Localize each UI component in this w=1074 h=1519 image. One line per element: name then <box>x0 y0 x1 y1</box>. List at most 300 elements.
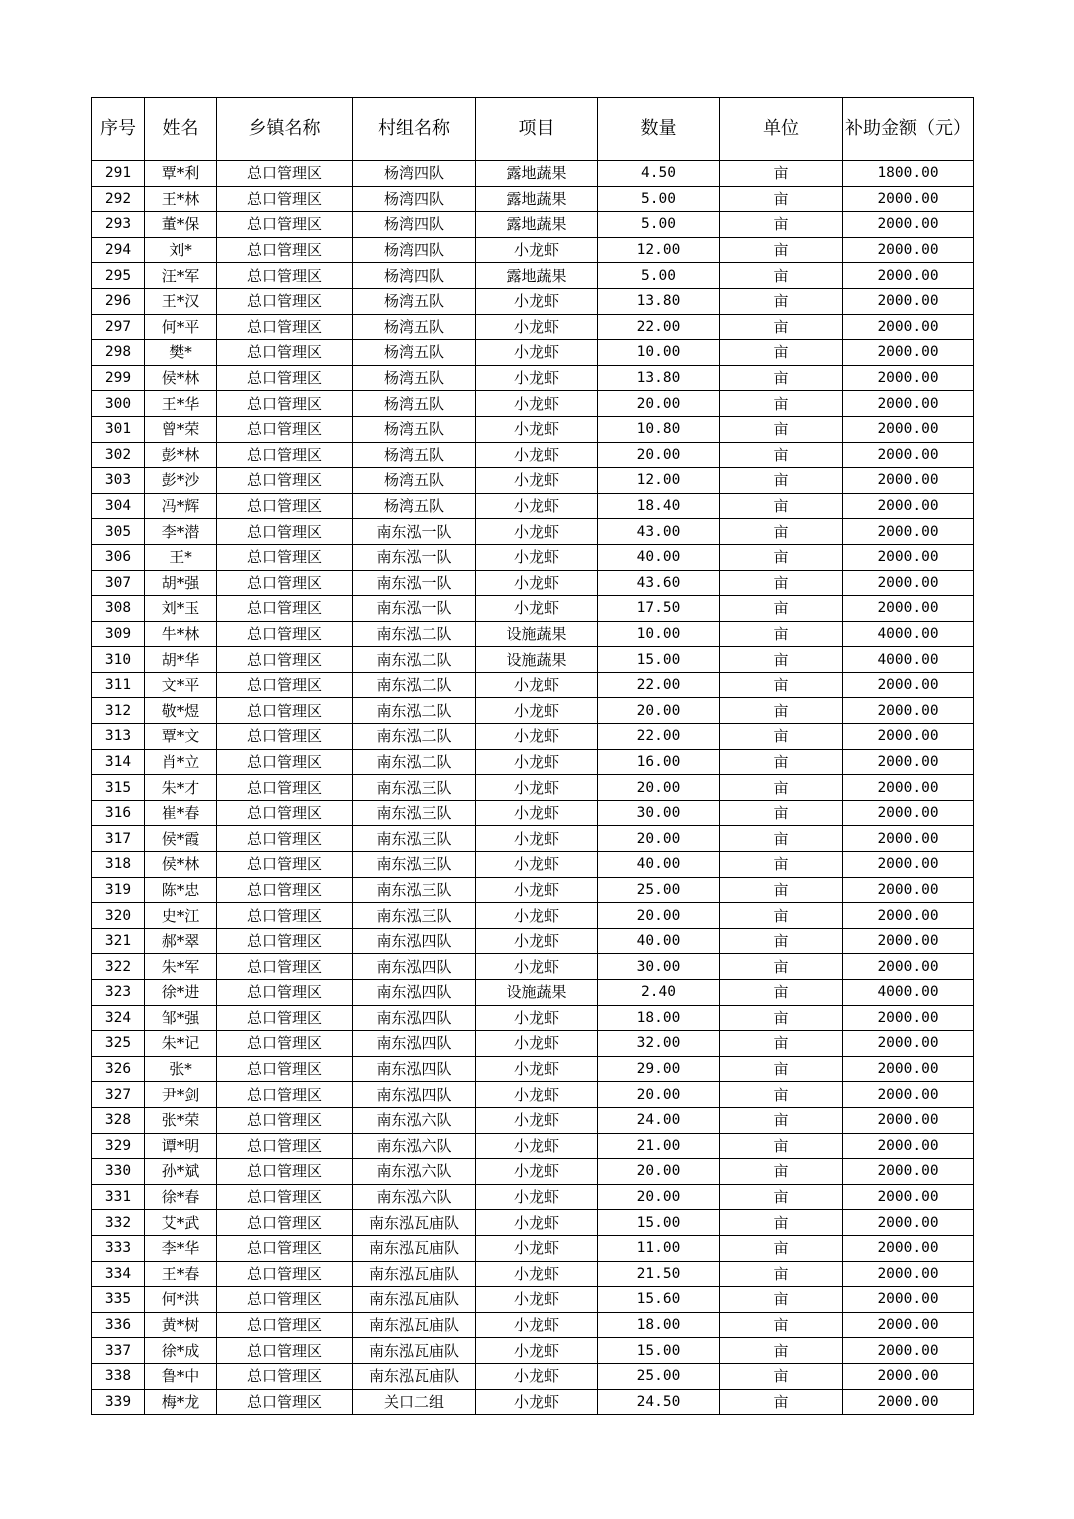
cell-project: 露地蔬果 <box>476 161 598 187</box>
table-row <box>92 800 974 826</box>
cell-subsidy-amount: 2000.00 <box>843 519 974 545</box>
cell-index: 302 <box>92 442 145 468</box>
cell-name: 朱*军 <box>145 954 217 980</box>
cell-village-group: 南东泓三队 <box>353 826 476 852</box>
cell-quantity: 15.00 <box>598 647 720 673</box>
cell-village-group: 杨湾四队 <box>353 161 476 187</box>
cell-town: 总口管理区 <box>217 1210 353 1236</box>
cell-subsidy-amount: 4000.00 <box>843 647 974 673</box>
cell-quantity: 20.00 <box>598 1159 720 1185</box>
cell-project: 小龙虾 <box>476 1107 598 1133</box>
cell-unit: 亩 <box>720 237 843 263</box>
cell-quantity: 22.00 <box>598 314 720 340</box>
table-row <box>92 903 974 929</box>
cell-quantity: 10.00 <box>598 340 720 366</box>
cell-name: 胡*华 <box>145 647 217 673</box>
cell-subsidy-amount: 2000.00 <box>843 1056 974 1082</box>
cell-project: 小龙虾 <box>476 877 598 903</box>
cell-name: 胡*强 <box>145 570 217 596</box>
cell-name: 郝*翠 <box>145 928 217 954</box>
cell-index: 339 <box>92 1389 145 1415</box>
cell-quantity: 24.50 <box>598 1389 720 1415</box>
cell-name: 孙*斌 <box>145 1159 217 1185</box>
cell-subsidy-amount: 2000.00 <box>843 468 974 494</box>
cell-subsidy-amount: 2000.00 <box>843 1363 974 1389</box>
cell-subsidy-amount: 2000.00 <box>843 237 974 263</box>
cell-name: 陈*忠 <box>145 877 217 903</box>
cell-unit: 亩 <box>720 1389 843 1415</box>
cell-unit: 亩 <box>720 493 843 519</box>
header-town: 乡镇名称 <box>217 98 353 161</box>
table-row <box>92 1363 974 1389</box>
cell-town: 总口管理区 <box>217 1261 353 1287</box>
cell-name: 尹*剑 <box>145 1082 217 1108</box>
cell-quantity: 20.00 <box>598 775 720 801</box>
cell-town: 总口管理区 <box>217 493 353 519</box>
table-row <box>92 1261 974 1287</box>
table-row <box>92 698 974 724</box>
cell-name: 王*春 <box>145 1261 217 1287</box>
cell-index: 306 <box>92 544 145 570</box>
cell-project: 小龙虾 <box>476 775 598 801</box>
cell-subsidy-amount: 2000.00 <box>843 314 974 340</box>
cell-project: 小龙虾 <box>476 672 598 698</box>
cell-name: 艾*武 <box>145 1210 217 1236</box>
cell-unit: 亩 <box>720 980 843 1006</box>
cell-quantity: 2.40 <box>598 980 720 1006</box>
cell-quantity: 43.60 <box>598 570 720 596</box>
cell-subsidy-amount: 2000.00 <box>843 954 974 980</box>
cell-project: 小龙虾 <box>476 544 598 570</box>
cell-name: 张*荣 <box>145 1107 217 1133</box>
cell-subsidy-amount: 2000.00 <box>843 1082 974 1108</box>
cell-village-group: 南东泓瓦庙队 <box>353 1287 476 1313</box>
cell-subsidy-amount: 2000.00 <box>843 493 974 519</box>
cell-village-group: 南东泓六队 <box>353 1159 476 1185</box>
cell-village-group: 南东泓瓦庙队 <box>353 1261 476 1287</box>
cell-project: 小龙虾 <box>476 928 598 954</box>
cell-index: 327 <box>92 1082 145 1108</box>
cell-name: 樊* <box>145 340 217 366</box>
table-row <box>92 391 974 417</box>
cell-index: 297 <box>92 314 145 340</box>
cell-unit: 亩 <box>720 1133 843 1159</box>
cell-quantity: 10.00 <box>598 621 720 647</box>
cell-project: 露地蔬果 <box>476 263 598 289</box>
cell-subsidy-amount: 2000.00 <box>843 365 974 391</box>
cell-quantity: 40.00 <box>598 928 720 954</box>
cell-quantity: 11.00 <box>598 1235 720 1261</box>
table-row <box>92 1056 974 1082</box>
cell-unit: 亩 <box>720 468 843 494</box>
cell-town: 总口管理区 <box>217 442 353 468</box>
cell-subsidy-amount: 2000.00 <box>843 416 974 442</box>
cell-village-group: 南东泓四队 <box>353 954 476 980</box>
cell-town: 总口管理区 <box>217 903 353 929</box>
cell-quantity: 4.50 <box>598 161 720 187</box>
cell-project: 小龙虾 <box>476 570 598 596</box>
cell-project: 设施蔬果 <box>476 621 598 647</box>
cell-village-group: 南东泓四队 <box>353 980 476 1006</box>
cell-village-group: 南东泓四队 <box>353 928 476 954</box>
cell-unit: 亩 <box>720 1235 843 1261</box>
cell-subsidy-amount: 2000.00 <box>843 570 974 596</box>
cell-village-group: 南东泓一队 <box>353 596 476 622</box>
cell-subsidy-amount: 2000.00 <box>843 1312 974 1338</box>
cell-unit: 亩 <box>720 826 843 852</box>
cell-subsidy-amount: 2000.00 <box>843 340 974 366</box>
cell-town: 总口管理区 <box>217 237 353 263</box>
cell-unit: 亩 <box>720 1005 843 1031</box>
table-row <box>92 1210 974 1236</box>
cell-index: 308 <box>92 596 145 622</box>
cell-quantity: 29.00 <box>598 1056 720 1082</box>
cell-town: 总口管理区 <box>217 288 353 314</box>
cell-name: 董*保 <box>145 212 217 238</box>
cell-village-group: 南东泓四队 <box>353 1082 476 1108</box>
cell-unit: 亩 <box>720 1287 843 1313</box>
cell-name: 王*华 <box>145 391 217 417</box>
cell-quantity: 22.00 <box>598 672 720 698</box>
cell-town: 总口管理区 <box>217 1133 353 1159</box>
cell-quantity: 25.00 <box>598 877 720 903</box>
cell-unit: 亩 <box>720 621 843 647</box>
cell-unit: 亩 <box>720 1107 843 1133</box>
cell-quantity: 25.00 <box>598 1363 720 1389</box>
cell-unit: 亩 <box>720 1338 843 1364</box>
cell-index: 301 <box>92 416 145 442</box>
cell-unit: 亩 <box>720 775 843 801</box>
table-row <box>92 237 974 263</box>
table-row <box>92 161 974 187</box>
cell-name: 覃*利 <box>145 161 217 187</box>
cell-project: 小龙虾 <box>476 698 598 724</box>
cell-name: 曾*荣 <box>145 416 217 442</box>
cell-project: 小龙虾 <box>476 1312 598 1338</box>
cell-village-group: 杨湾五队 <box>353 442 476 468</box>
cell-unit: 亩 <box>720 1159 843 1185</box>
cell-quantity: 20.00 <box>598 1184 720 1210</box>
cell-project: 小龙虾 <box>476 596 598 622</box>
cell-town: 总口管理区 <box>217 212 353 238</box>
cell-index: 331 <box>92 1184 145 1210</box>
cell-subsidy-amount: 2000.00 <box>843 596 974 622</box>
cell-subsidy-amount: 2000.00 <box>843 544 974 570</box>
cell-village-group: 杨湾四队 <box>353 237 476 263</box>
cell-name: 徐*进 <box>145 980 217 1006</box>
cell-project: 小龙虾 <box>476 468 598 494</box>
table-row <box>92 1235 974 1261</box>
cell-town: 总口管理区 <box>217 800 353 826</box>
cell-index: 309 <box>92 621 145 647</box>
cell-village-group: 南东泓四队 <box>353 1005 476 1031</box>
cell-name: 何*平 <box>145 314 217 340</box>
cell-name: 王*汉 <box>145 288 217 314</box>
table-header <box>92 98 974 161</box>
table-row <box>92 519 974 545</box>
cell-unit: 亩 <box>720 1312 843 1338</box>
cell-subsidy-amount: 2000.00 <box>843 1261 974 1287</box>
cell-village-group: 南东泓三队 <box>353 903 476 929</box>
cell-village-group: 南东泓一队 <box>353 544 476 570</box>
table-row <box>92 852 974 878</box>
cell-village-group: 杨湾五队 <box>353 493 476 519</box>
table-row <box>92 1389 974 1415</box>
cell-town: 总口管理区 <box>217 161 353 187</box>
cell-index: 328 <box>92 1107 145 1133</box>
cell-name: 彭*林 <box>145 442 217 468</box>
cell-index: 314 <box>92 749 145 775</box>
cell-unit: 亩 <box>720 1184 843 1210</box>
cell-name: 文*平 <box>145 672 217 698</box>
cell-subsidy-amount: 2000.00 <box>843 775 974 801</box>
header-project: 项目 <box>476 98 598 161</box>
cell-village-group: 关口二组 <box>353 1389 476 1415</box>
table-row <box>92 1107 974 1133</box>
cell-quantity: 18.00 <box>598 1312 720 1338</box>
cell-quantity: 5.00 <box>598 263 720 289</box>
cell-subsidy-amount: 2000.00 <box>843 800 974 826</box>
cell-subsidy-amount: 2000.00 <box>843 826 974 852</box>
table-row <box>92 1031 974 1057</box>
cell-subsidy-amount: 2000.00 <box>843 212 974 238</box>
cell-town: 总口管理区 <box>217 852 353 878</box>
cell-quantity: 10.80 <box>598 416 720 442</box>
cell-village-group: 杨湾五队 <box>353 468 476 494</box>
cell-project: 小龙虾 <box>476 288 598 314</box>
cell-unit: 亩 <box>720 800 843 826</box>
cell-town: 总口管理区 <box>217 1031 353 1057</box>
cell-village-group: 南东泓瓦庙队 <box>353 1363 476 1389</box>
cell-village-group: 南东泓六队 <box>353 1133 476 1159</box>
cell-town: 总口管理区 <box>217 1159 353 1185</box>
cell-subsidy-amount: 2000.00 <box>843 903 974 929</box>
cell-name: 刘*玉 <box>145 596 217 622</box>
cell-unit: 亩 <box>720 416 843 442</box>
cell-subsidy-amount: 2000.00 <box>843 1210 974 1236</box>
header-village-group: 村组名称 <box>353 98 476 161</box>
cell-subsidy-amount: 2000.00 <box>843 749 974 775</box>
cell-index: 316 <box>92 800 145 826</box>
cell-subsidy-amount: 2000.00 <box>843 672 974 698</box>
cell-village-group: 南东泓四队 <box>353 1031 476 1057</box>
table-row <box>92 340 974 366</box>
cell-name: 张* <box>145 1056 217 1082</box>
cell-unit: 亩 <box>720 161 843 187</box>
cell-town: 总口管理区 <box>217 826 353 852</box>
cell-quantity: 43.00 <box>598 519 720 545</box>
cell-village-group: 南东泓四队 <box>353 1056 476 1082</box>
header-unit: 单位 <box>720 98 843 161</box>
cell-index: 307 <box>92 570 145 596</box>
cell-quantity: 16.00 <box>598 749 720 775</box>
table-row <box>92 954 974 980</box>
cell-project: 小龙虾 <box>476 1389 598 1415</box>
cell-index: 300 <box>92 391 145 417</box>
table-row <box>92 416 974 442</box>
cell-town: 总口管理区 <box>217 596 353 622</box>
cell-project: 小龙虾 <box>476 1005 598 1031</box>
cell-unit: 亩 <box>720 1210 843 1236</box>
cell-town: 总口管理区 <box>217 544 353 570</box>
cell-project: 小龙虾 <box>476 852 598 878</box>
cell-town: 总口管理区 <box>217 391 353 417</box>
cell-town: 总口管理区 <box>217 340 353 366</box>
cell-quantity: 40.00 <box>598 544 720 570</box>
cell-index: 312 <box>92 698 145 724</box>
cell-village-group: 杨湾五队 <box>353 365 476 391</box>
cell-unit: 亩 <box>720 928 843 954</box>
cell-name: 朱*记 <box>145 1031 217 1057</box>
cell-name: 黄*树 <box>145 1312 217 1338</box>
cell-project: 小龙虾 <box>476 237 598 263</box>
cell-quantity: 13.80 <box>598 288 720 314</box>
cell-index: 324 <box>92 1005 145 1031</box>
cell-unit: 亩 <box>720 365 843 391</box>
cell-subsidy-amount: 2000.00 <box>843 1031 974 1057</box>
cell-project: 设施蔬果 <box>476 647 598 673</box>
cell-index: 305 <box>92 519 145 545</box>
cell-index: 294 <box>92 237 145 263</box>
cell-quantity: 20.00 <box>598 442 720 468</box>
table-row <box>92 365 974 391</box>
cell-subsidy-amount: 2000.00 <box>843 928 974 954</box>
cell-town: 总口管理区 <box>217 954 353 980</box>
cell-quantity: 32.00 <box>598 1031 720 1057</box>
cell-quantity: 18.00 <box>598 1005 720 1031</box>
cell-index: 325 <box>92 1031 145 1057</box>
cell-name: 谭*明 <box>145 1133 217 1159</box>
cell-unit: 亩 <box>720 672 843 698</box>
cell-project: 小龙虾 <box>476 1287 598 1313</box>
cell-subsidy-amount: 2000.00 <box>843 1184 974 1210</box>
cell-project: 小龙虾 <box>476 1133 598 1159</box>
cell-town: 总口管理区 <box>217 468 353 494</box>
cell-name: 彭*沙 <box>145 468 217 494</box>
cell-project: 小龙虾 <box>476 749 598 775</box>
cell-village-group: 南东泓瓦庙队 <box>353 1312 476 1338</box>
cell-index: 315 <box>92 775 145 801</box>
cell-subsidy-amount: 2000.00 <box>843 391 974 417</box>
cell-unit: 亩 <box>720 749 843 775</box>
cell-name: 梅*龙 <box>145 1389 217 1415</box>
cell-subsidy-amount: 2000.00 <box>843 1389 974 1415</box>
cell-index: 304 <box>92 493 145 519</box>
cell-town: 总口管理区 <box>217 980 353 1006</box>
cell-quantity: 15.00 <box>598 1210 720 1236</box>
cell-subsidy-amount: 2000.00 <box>843 288 974 314</box>
cell-name: 徐*春 <box>145 1184 217 1210</box>
cell-unit: 亩 <box>720 288 843 314</box>
cell-village-group: 杨湾五队 <box>353 314 476 340</box>
cell-quantity: 13.80 <box>598 365 720 391</box>
cell-town: 总口管理区 <box>217 877 353 903</box>
cell-project: 小龙虾 <box>476 340 598 366</box>
cell-village-group: 南东泓二队 <box>353 698 476 724</box>
table-row <box>92 442 974 468</box>
table-row <box>92 288 974 314</box>
cell-index: 296 <box>92 288 145 314</box>
cell-subsidy-amount: 2000.00 <box>843 698 974 724</box>
cell-subsidy-amount: 2000.00 <box>843 186 974 212</box>
table-row <box>92 826 974 852</box>
table-body <box>92 161 974 1415</box>
cell-name: 崔*春 <box>145 800 217 826</box>
cell-quantity: 40.00 <box>598 852 720 878</box>
cell-subsidy-amount: 2000.00 <box>843 1287 974 1313</box>
cell-village-group: 南东泓一队 <box>353 570 476 596</box>
table-row <box>92 647 974 673</box>
cell-unit: 亩 <box>720 442 843 468</box>
cell-index: 334 <box>92 1261 145 1287</box>
table-row <box>92 775 974 801</box>
cell-name: 侯*林 <box>145 852 217 878</box>
cell-unit: 亩 <box>720 186 843 212</box>
cell-village-group: 南东泓三队 <box>353 800 476 826</box>
cell-project: 小龙虾 <box>476 954 598 980</box>
cell-index: 326 <box>92 1056 145 1082</box>
cell-name: 覃*文 <box>145 724 217 750</box>
cell-unit: 亩 <box>720 519 843 545</box>
cell-subsidy-amount: 4000.00 <box>843 980 974 1006</box>
cell-village-group: 南东泓三队 <box>353 852 476 878</box>
cell-unit: 亩 <box>720 1056 843 1082</box>
cell-project: 小龙虾 <box>476 314 598 340</box>
cell-name: 冯*辉 <box>145 493 217 519</box>
cell-name: 李*华 <box>145 1235 217 1261</box>
cell-index: 318 <box>92 852 145 878</box>
cell-town: 总口管理区 <box>217 647 353 673</box>
cell-project: 小龙虾 <box>476 1363 598 1389</box>
cell-town: 总口管理区 <box>217 672 353 698</box>
cell-town: 总口管理区 <box>217 724 353 750</box>
cell-town: 总口管理区 <box>217 1338 353 1364</box>
table-row <box>92 314 974 340</box>
cell-index: 303 <box>92 468 145 494</box>
cell-unit: 亩 <box>720 1031 843 1057</box>
cell-village-group: 杨湾五队 <box>353 340 476 366</box>
cell-village-group: 南东泓瓦庙队 <box>353 1235 476 1261</box>
cell-town: 总口管理区 <box>217 621 353 647</box>
cell-village-group: 南东泓六队 <box>353 1107 476 1133</box>
header-subsidy-amount: 补助金额（元） <box>843 98 974 161</box>
table-row <box>92 1338 974 1364</box>
table-row <box>92 1184 974 1210</box>
cell-town: 总口管理区 <box>217 570 353 596</box>
cell-name: 牛*林 <box>145 621 217 647</box>
cell-quantity: 20.00 <box>598 903 720 929</box>
cell-quantity: 20.00 <box>598 698 720 724</box>
cell-project: 小龙虾 <box>476 903 598 929</box>
cell-quantity: 15.00 <box>598 1338 720 1364</box>
cell-subsidy-amount: 2000.00 <box>843 1338 974 1364</box>
cell-project: 设施蔬果 <box>476 980 598 1006</box>
header-row <box>92 98 974 161</box>
cell-index: 335 <box>92 1287 145 1313</box>
cell-project: 小龙虾 <box>476 416 598 442</box>
cell-subsidy-amount: 4000.00 <box>843 621 974 647</box>
cell-index: 310 <box>92 647 145 673</box>
table-row <box>92 493 974 519</box>
cell-town: 总口管理区 <box>217 1363 353 1389</box>
cell-index: 321 <box>92 928 145 954</box>
cell-village-group: 南东泓二队 <box>353 621 476 647</box>
cell-index: 338 <box>92 1363 145 1389</box>
cell-town: 总口管理区 <box>217 263 353 289</box>
table-row <box>92 1159 974 1185</box>
cell-index: 293 <box>92 212 145 238</box>
cell-town: 总口管理区 <box>217 1312 353 1338</box>
